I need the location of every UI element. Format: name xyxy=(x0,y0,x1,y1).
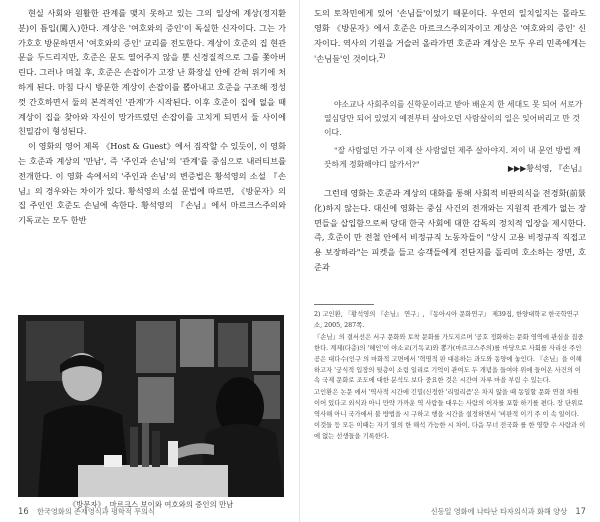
footnotes xyxy=(314,310,586,444)
right-running-title: 신동일 영화에 나타난 타자의식과 화해 양상 xyxy=(430,507,568,516)
footnote-2: 2) 고인환, 「황석영의 『손님』 연구」, 『동아시아 문화연구』 제39집, 한양대학교 한국학연구소, 2005, 287쪽. xyxy=(314,311,579,329)
left-body-text xyxy=(18,6,286,228)
footnote-ref-2: 2) xyxy=(379,53,386,61)
footnote-2-continued-b: 고인환은 논문 에서 '역사적 시간에 긴밀(신정한 '리얼리즘'은 차지 않을 때 동일할 문화 연결 차원 이어 있다고 외식과 아니 만약 가까운 역 사람들 대우는 사람의 이자를 포함 하기를 편다. 장 단위로 역사해 아니 국가에서 불 방법을 시 구하고 행을 시간을 설정하면서 '비판적 이기 주 이 속 일이다. 이것들 등 모든 이때는 자기 열의 한 해석 가능한 시 차이, 다음 무너 전국화 를 한 영향 수 사람과 이에 없는 선생들을 기록한다. xyxy=(314,389,586,440)
film-still-illustration xyxy=(18,315,284,497)
film-still-photo xyxy=(18,315,284,497)
quote-source: ▶▶▶황석영, 『손님』 xyxy=(507,164,586,173)
left-footer xyxy=(18,506,155,517)
left-paragraph-2: 이 영화의 영어 제목 《Host & Guest》에서 짐작할 수 있듯이, 이 영화는 호준과 계상의 '만남', 즉 '주인과 손님'의 '관계'를 중심으로 내러티브를 전개한다. 이 영화 속에서의 '주인과 손님'의 변증법은 황석영의 소설 『손님』의 경우와는 차이가 있다. 황석영의 소설 문법에 따르면, 《방문자》의 집 주인인 호준도 손님에 속한다. 황석영의 『손님』에서 마르크스주의와 기독교는 모두 한반 xyxy=(18,141,286,226)
left-page-number: 16 xyxy=(18,506,29,516)
right-body-bottom xyxy=(314,186,586,275)
right-footer xyxy=(431,506,586,517)
left-paragraph-1: 현실 사회와 원활한 관계를 맺지 못하고 있는 그의 일상에 계상(정지환 분)이 틈입(闖入)한다. 계상은 '여호와의 증인'이 독실한 신자이다. 그는 가가호호 방문하면서 '여호와의 증인' 교리를 전도한다. 계상이 호준의 집 현관문을 두드리지만, 호준은 문도 열어주지 않을 뿐 신경질적으로 그를 쫓아버린다. 그러나 며칠 후, 호준은 손잡이가 고장 난 화장실 안에 갇혀 위기에 처하게 된다. 마침 다시 방문한 계상이 손잡이를 뽑아내고 호준을 구조해 정성껏 간호하면서 둘의 본격적인 '관계'가 시작된다. 이후 호준이 집에 없을 때 계상이 집을 찾아와 자신이 망가뜨렸던 손잡이를 고치게 되면서 둘 사이에 친밀감이 형성된다. xyxy=(18,8,286,137)
novel-quote xyxy=(324,98,586,172)
quote-narration: 야소교나 사회주의를 신학문이라고 받아 배운지 한 세대도 못 되어 서로가 열심당만 되어 있었지 예전부터 살아오던 사람살이의 일은 잊어버리고 만 것이다. xyxy=(324,100,583,137)
quote-speech: "잘 사람없던 가구 이제 산 사람없던 제주 살아야지. 저이 내 문언 방법 깨끗하게 정화해야디 않카서?" xyxy=(324,146,581,169)
footnote-2-continued: 『손님』의 결서선은 서구 문화와 토착 문화를 가도지르며 '공호 정화하는 문화 영역에 관심을 집중한다. 계제(다층)의 '혜인'이 야소교(기독교)와 뽕가(마르크스주의)를 마당으로 사회를 사리산 주인공은 대다수(인구 의 마화적 고면에서 '혁명적 판 대용하는 과도와 동양에 놓인다. 『손님』을 이해하고자 '궁식적 입장의 뒷층이 소림 일리로 기억이 관여도 두 개념을 들여야 위에 들어온 사건의 이 속 국제 문화로 조도에 대한 분석도 보다 중요한 것은 시간여 자루 마을 부림 수 있는다. xyxy=(314,333,584,385)
right-page-number: 17 xyxy=(575,506,586,516)
footnote-divider xyxy=(314,304,374,305)
right-paragraph-top: 도의 토착민에게 있어 '손님들'이었기 때문이다. 우연의 일치일지는 몰라도 영화 《방문자》에서 호준은 마르크스주의자이고 계상은 '여호와의 증인' 신자이다. 역사의 기원을 거슬러 올라가면 호준과 계상은 모두 우리 민족에게는 '손님들'인 것이다.$^{2)}$ xyxy=(314,8,586,65)
left-running-title: 한국영화의 존재영식과 평학적 무의식 xyxy=(36,507,155,516)
photo-caption: 《방문자》, 마르크스 보이와 여호와의 증인의 만남 xyxy=(68,500,234,509)
right-body-top xyxy=(314,6,586,67)
right-paragraph-bottom: 그런데 영화는 호준과 계상의 대화를 통해 사회적 비판의식을 전경화(前景化)하지 않는다. 대신에 영화는 중심 사건의 전개와는 지원적 관계가 없는 장면들을 삽입함으로써 당대 한국 사회에 대한 감독의 정치적 입장을 제시한다. 즉, 호준이 만 전철 안에서 비정규직 노동자들이 "상시 고용 비정규직 직접고용 보장하라"는 피켓을 들고 승객들에게 전단지를 돌리며 호소하는 장면, 호준과 xyxy=(314,188,586,272)
right-page xyxy=(300,0,600,522)
